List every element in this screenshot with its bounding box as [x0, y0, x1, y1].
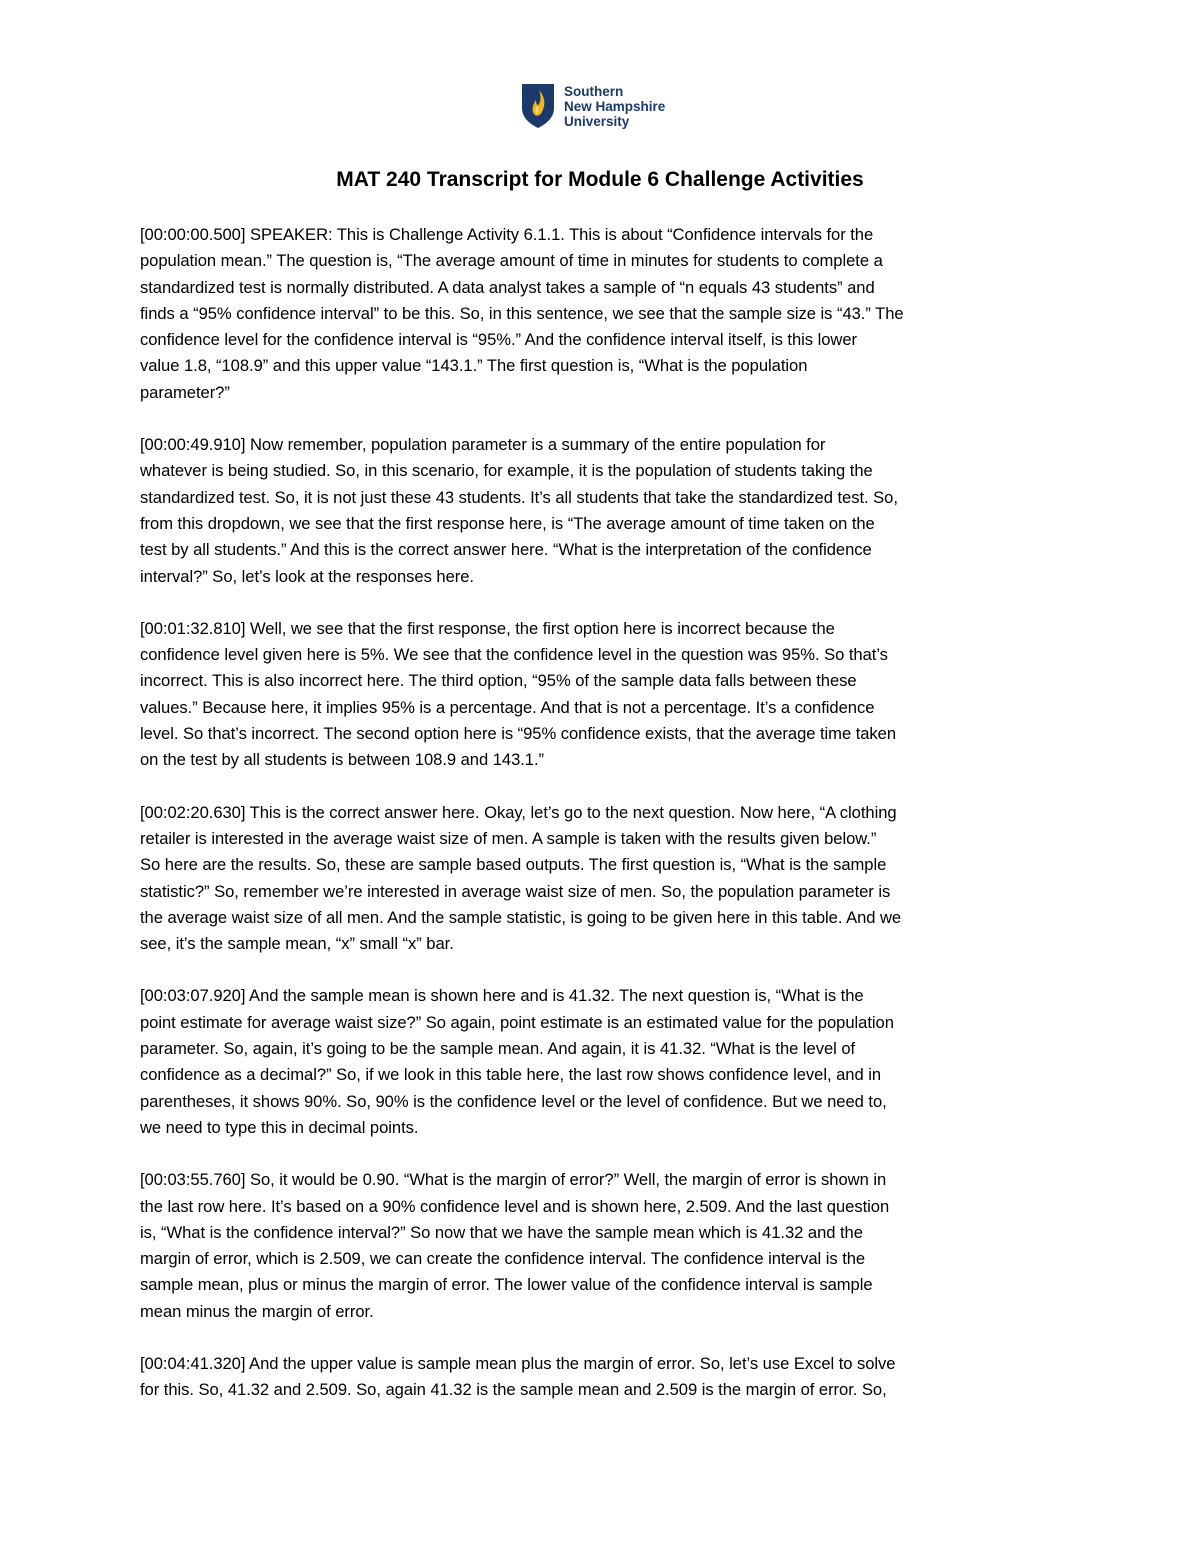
transcript-paragraph	[140, 616, 1060, 774]
text-line: retailer is interested in the average waist size of men. A sample is taken with the results given below.”	[140, 828, 877, 848]
text-line: interval?” So, let’s look at the responses here.	[140, 566, 474, 586]
text-line: see, it’s the sample mean, “x” small “x” bar.	[140, 934, 454, 954]
text-line: [00:00:49.910] Now remember, population parameter is a summary of the entire population for	[140, 435, 826, 455]
transcript-paragraph	[140, 222, 1060, 406]
shield-flame-icon	[520, 82, 556, 130]
text-line: [00:02:20.630] This is the correct answer here. Okay, let’s go to the next question. Now here, “A clothing	[140, 802, 897, 822]
transcript-paragraph	[140, 432, 1060, 590]
logo-line-3: University	[564, 114, 630, 129]
text-line: margin of error, which is 2.509, we can create the confidence interval. The confidence interval is the	[140, 1249, 866, 1269]
text-line: the last row here. It’s based on a 90% confidence level and is shown here, 2.509. And the last question	[140, 1196, 890, 1216]
text-line: [00:03:55.760] So, it would be 0.90. “What is the margin of error?” Well, the margin of error is shown in	[140, 1170, 887, 1190]
document-title: MAT 240 Transcript for Module 6 Challenge Activities	[336, 168, 864, 191]
university-name	[564, 84, 665, 129]
text-line: statistic?” So, remember we’re interested in average waist size of men. So, the population parameter is	[140, 881, 891, 901]
text-line: finds a “95% confidence interval” to be this. So, in this sentence, we see that the sample size is “43.” The	[140, 303, 904, 323]
text-line: So here are the results. So, these are sample based outputs. The first question is, “What is the sample	[140, 855, 887, 875]
text-line: confidence level given here is 5%. We see that the confidence level in the question was 95%. So that’s	[140, 645, 888, 665]
text-line: [00:01:32.810] Well, we see that the first response, the first option here is incorrect because the	[140, 618, 835, 638]
text-line: [00:04:41.320] And the upper value is sample mean plus the margin of error. So, let’s use Excel to solve	[140, 1353, 896, 1373]
text-line: we need to type this in decimal points.	[140, 1117, 419, 1137]
text-line: values.” Because here, it implies 95% is a percentage. And that is not a percentage. It’s a confidence	[140, 697, 875, 717]
text-line: standardized test. So, it is not just these 43 students. It’s all students that take the standardized test. So,	[140, 487, 898, 507]
text-line: mean minus the margin of error.	[140, 1301, 374, 1321]
logo-line-1: Southern	[564, 84, 624, 99]
text-line: parentheses, it shows 90%. So, 90% is the confidence level or the level of confidence. But we need to,	[140, 1091, 887, 1111]
text-line: sample mean, plus or minus the margin of error. The lower value of the confidence interval is sample	[140, 1275, 873, 1295]
text-line: point estimate for average waist size?” So again, point estimate is an estimated value for the population	[140, 1012, 894, 1032]
text-line: [00:03:07.920] And the sample mean is shown here and is 41.32. The next question is, “What is the	[140, 986, 864, 1006]
text-line: test by all students.” And this is the correct answer here. “What is the interpretation of the confidence	[140, 540, 872, 560]
text-line: incorrect. This is also incorrect here. The third option, “95% of the sample data falls between these	[140, 671, 857, 691]
text-line: is, “What is the confidence interval?” So now that we have the sample mean which is 41.32 and the	[140, 1222, 863, 1242]
text-line: level. So that’s incorrect. The second option here is “95% confidence exists, that the average time taken	[140, 724, 897, 744]
transcript-paragraph	[140, 983, 1060, 1141]
text-line: whatever is being studied. So, in this scenario, for example, it is the population of students taking the	[140, 461, 873, 481]
text-line: from this dropdown, we see that the first response here, is “The average amount of time taken on the	[140, 513, 875, 533]
text-line: standardized test is normally distributed. A data analyst takes a sample of “n equals 43 students” and	[140, 277, 875, 297]
text-line: confidence as a decimal?” So, if we look in this table here, the last row shows confidence level, and in	[140, 1065, 882, 1085]
transcript-body	[140, 222, 1060, 1430]
text-line: parameter. So, again, it’s going to be the sample mean. And again, it is 41.32. “What is the level of	[140, 1039, 856, 1059]
text-line: the average waist size of all men. And the sample statistic, is going to be given here in this table. And we	[140, 907, 902, 927]
transcript-paragraph	[140, 1167, 1060, 1325]
text-line: population mean.” The question is, “The average amount of time in minutes for students to complete a	[140, 251, 883, 271]
transcript-paragraph	[140, 1351, 1060, 1404]
text-line: on the test by all students is between 108.9 and 143.1.”	[140, 750, 545, 770]
text-line: value 1.8, “108.9” and this upper value “143.1.” The first question is, “What is the population	[140, 356, 808, 376]
text-line: for this. So, 41.32 and 2.509. So, again 41.32 is the sample mean and 2.509 is the margin of error. So,	[140, 1380, 887, 1400]
text-line: [00:00:00.500] SPEAKER: This is Challenge Activity 6.1.1. This is about “Confidence intervals for the	[140, 225, 874, 244]
text-line: confidence level for the confidence interval is “95%.” And the confidence interval itself, is this lower	[140, 330, 858, 350]
logo-line-2: New Hampshire	[564, 99, 666, 114]
university-logo	[520, 82, 690, 138]
transcript-paragraph	[140, 800, 1060, 958]
text-line: parameter?”	[140, 382, 230, 402]
